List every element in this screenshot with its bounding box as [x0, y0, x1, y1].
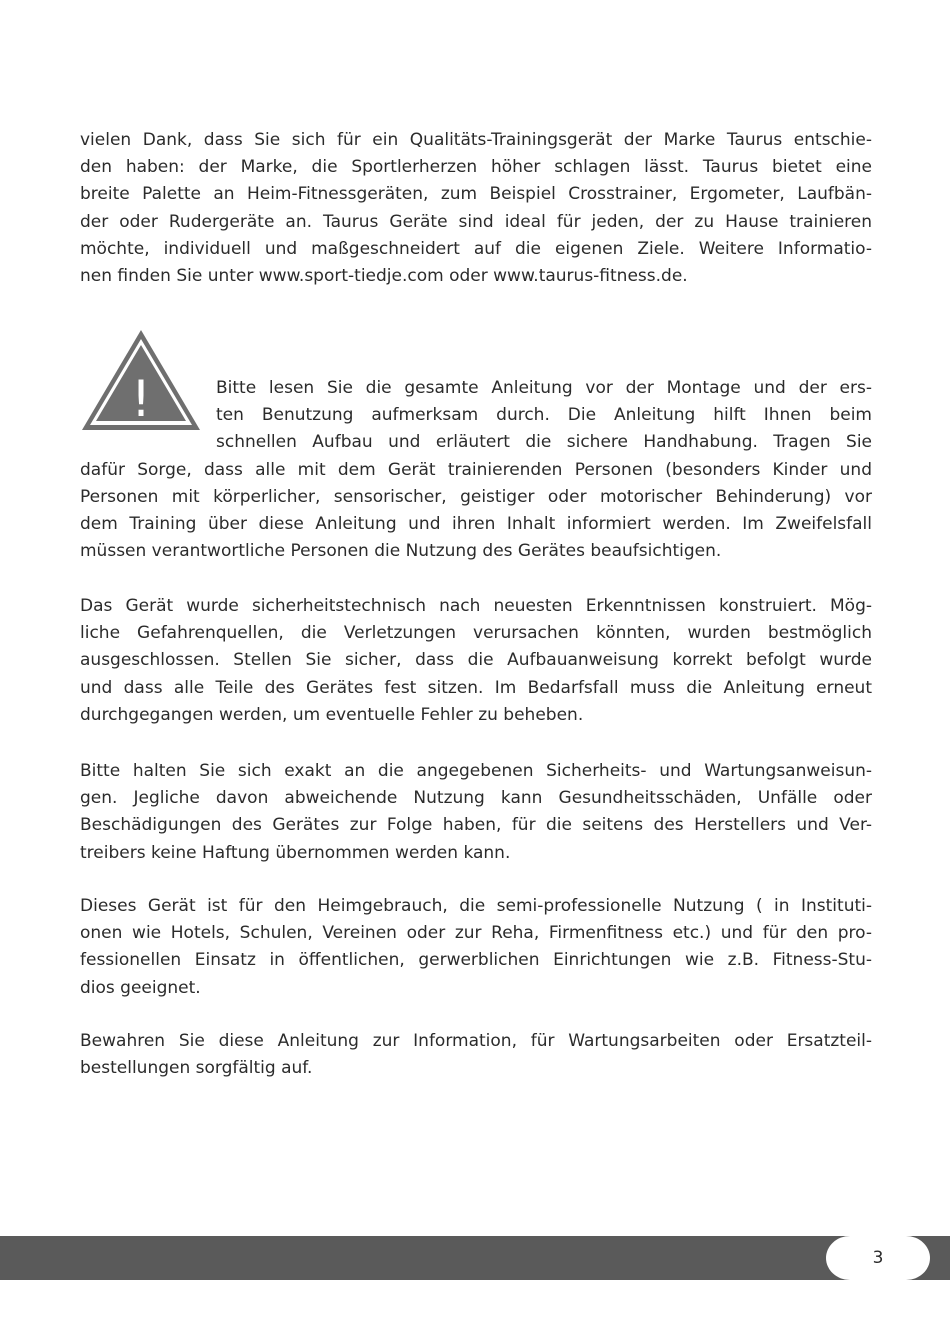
storage-paragraph: [80, 1028, 872, 1082]
text-line: bestellungen sorgfältig auf.: [80, 1058, 313, 1079]
text-line: durchgegangen werden, um eventuelle Fehler zu beheben.: [80, 704, 584, 725]
text-line: möchte, individuell und maßgeschneidert auf die eigenen Ziele. Weitere Informatio-: [80, 238, 872, 259]
construction-paragraph: [80, 593, 872, 729]
text-line: onen wie Hotels, Schulen, Vereinen oder zur Reha, Firmenfitness etc.) und für den pro-: [80, 923, 872, 944]
instructions-paragraph: [80, 758, 872, 867]
text-line: den haben: der Marke, die Sportlerherzen höher schlagen lässt. Taurus bietet eine: [80, 157, 872, 178]
text-line: Bitte lesen Sie die gesamte Anleitung vor der Montage und der ers-: [216, 378, 872, 398]
text-line: gen. Jegliche davon abweichende Nutzung kann Gesundheitsschäden, Unfälle oder: [80, 788, 872, 809]
text-line: vielen Dank, dass Sie sich für ein Qualitäts-Trainingsgerät der Marke Taurus entschie-: [80, 130, 872, 150]
text-line: Personen mit körperlicher, sensorischer, geistiger oder motorischer Behinderung) vor: [80, 486, 872, 507]
text-line: Beschädigungen des Gerätes zur Folge haben, für die seitens des Herstellers und Ver-: [80, 815, 872, 836]
text-line: treibers keine Haftung übernommen werden kann.: [80, 842, 511, 863]
text-line: Dieses Gerät ist für den Heimgebrauch, die semi-professionelle Nutzung ( in Instituti-: [80, 896, 872, 916]
text-line: ten Benutzung aufmerksam durch. Die Anleitung hilft Ihnen beim: [216, 405, 872, 426]
page-number-badge: [826, 1236, 930, 1280]
text-line: müssen verantwortliche Personen die Nutzung des Gerätes beaufsichtigen.: [80, 541, 722, 562]
safety-paragraph: [80, 375, 872, 565]
text-line: dem Training über diese Anleitung und ihren Inhalt informiert werden. Im Zweifelsfall: [80, 513, 872, 534]
footer-bar: [0, 1236, 950, 1280]
text-line: Bewahren Sie diese Anleitung zur Information, für Wartungsarbeiten oder Ersatzteil-: [80, 1031, 872, 1051]
intro-paragraph: [80, 127, 872, 290]
text-line: dafür Sorge, dass alle mit dem Gerät trainierenden Personen (besonders Kinder und: [80, 459, 872, 480]
text-line: der oder Rudergeräte an. Taurus Geräte sind ideal für jeden, der zu Hause trainieren: [80, 211, 872, 232]
text-line: Bitte halten Sie sich exakt an die angegebenen Sicherheits- und Wartungsanweisun-: [80, 761, 872, 781]
text-line: fessionellen Einsatz in öffentlichen, gerwerblichen Einrichtungen wie z.B. Fitness-Stu-: [80, 950, 872, 971]
usage-paragraph: [80, 893, 872, 1002]
warning-exclamation: !: [130, 370, 152, 428]
text-line: schnellen Aufbau und erläutert die sichere Handhabung. Tragen Sie: [216, 432, 872, 453]
text-line: Das Gerät wurde sicherheitstechnisch nach neuesten Erkenntnissen konstruiert. Mög-: [80, 596, 872, 616]
text-line: breite Palette an Heim-Fitnessgeräten, zum Beispiel Crosstrainer, Ergometer, Laufbän-: [80, 184, 872, 205]
text-line: und dass alle Teile des Gerätes fest sitzen. Im Bedarfsfall muss die Anleitung erneut: [80, 677, 872, 698]
text-line: dios geeignet.: [80, 977, 201, 998]
page-number: 3: [872, 1248, 884, 1268]
text-line: liche Gefahrenquellen, die Verletzungen verursachen könnten, wurden bestmöglich: [80, 623, 872, 644]
text-line: nen finden Sie unter www.sport-tiedje.com oder www.taurus-fitness.de.: [80, 265, 688, 286]
text-line: ausgeschlossen. Stellen Sie sicher, dass die Aufbauanweisung korrekt befolgt wurde: [80, 650, 872, 671]
